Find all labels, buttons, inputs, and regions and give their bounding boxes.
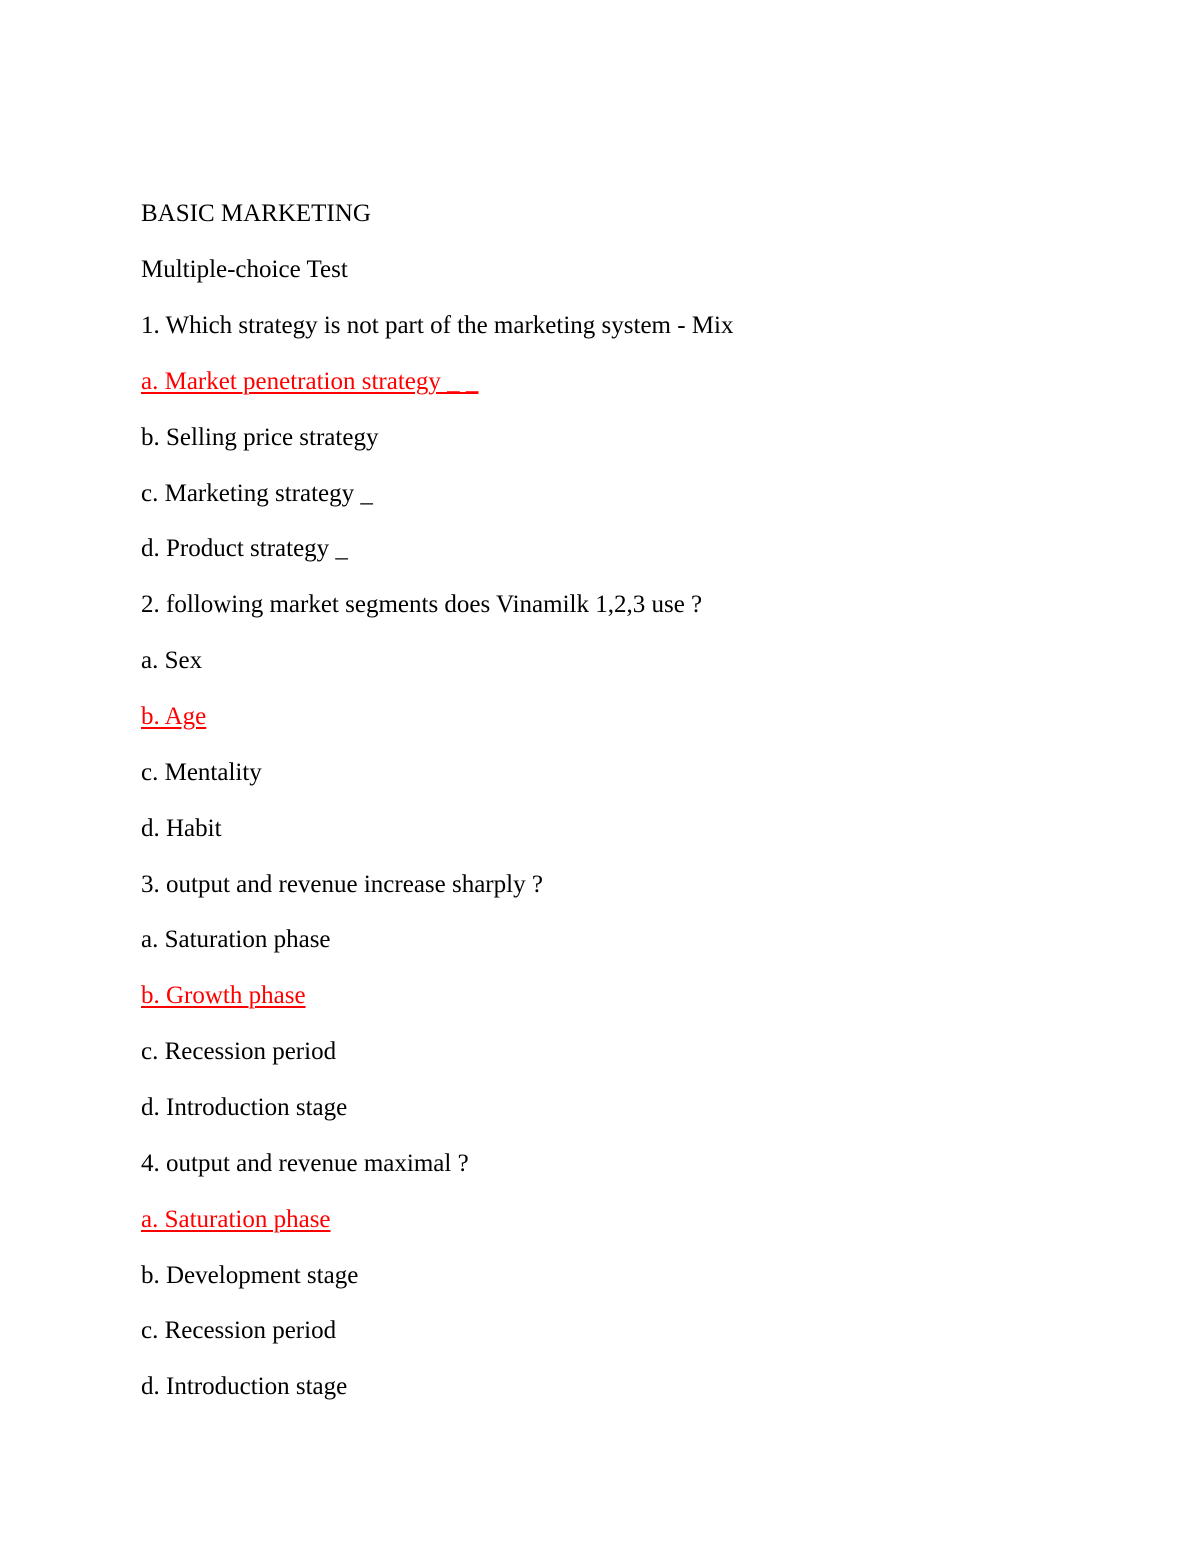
q1-option-b: b. Selling price strategy bbox=[141, 424, 379, 451]
question-3: 3. output and revenue increase sharply ? bbox=[141, 871, 543, 898]
question-1: 1. Which strategy is not part of the marketing system - Mix bbox=[141, 312, 734, 339]
q4-option-a-correct-answer: a. Saturation phase bbox=[141, 1206, 331, 1233]
q2-option-d: d. Habit bbox=[141, 815, 222, 842]
q4-option-b: b. Development stage bbox=[141, 1262, 359, 1289]
q2-option-b-correct-answer: b. Age bbox=[141, 703, 207, 730]
q4-option-d: d. Introduction stage bbox=[141, 1373, 348, 1400]
q3-option-b-correct-answer: b. Growth phase bbox=[141, 982, 306, 1009]
q2-option-a: a. Sex bbox=[141, 647, 203, 674]
q1-option-a-correct-answer: a. Market penetration strategy _ _ bbox=[141, 368, 479, 395]
q4-option-c: c. Recession period bbox=[141, 1317, 337, 1344]
question-4: 4. output and revenue maximal ? bbox=[141, 1150, 469, 1177]
q1-option-c: c. Marketing strategy _ bbox=[141, 480, 373, 507]
q1-option-d: d. Product strategy _ bbox=[141, 535, 348, 562]
document-subtitle: Multiple-choice Test bbox=[141, 256, 348, 283]
q2-option-c: c. Mentality bbox=[141, 759, 262, 786]
q3-option-a: a. Saturation phase bbox=[141, 926, 331, 953]
document-title: BASIC MARKETING bbox=[141, 200, 371, 227]
q3-option-c: c. Recession period bbox=[141, 1038, 337, 1065]
question-2: 2. following market segments does Vinamilk 1,2,3 use ? bbox=[141, 591, 703, 618]
q3-option-d: d. Introduction stage bbox=[141, 1094, 348, 1121]
